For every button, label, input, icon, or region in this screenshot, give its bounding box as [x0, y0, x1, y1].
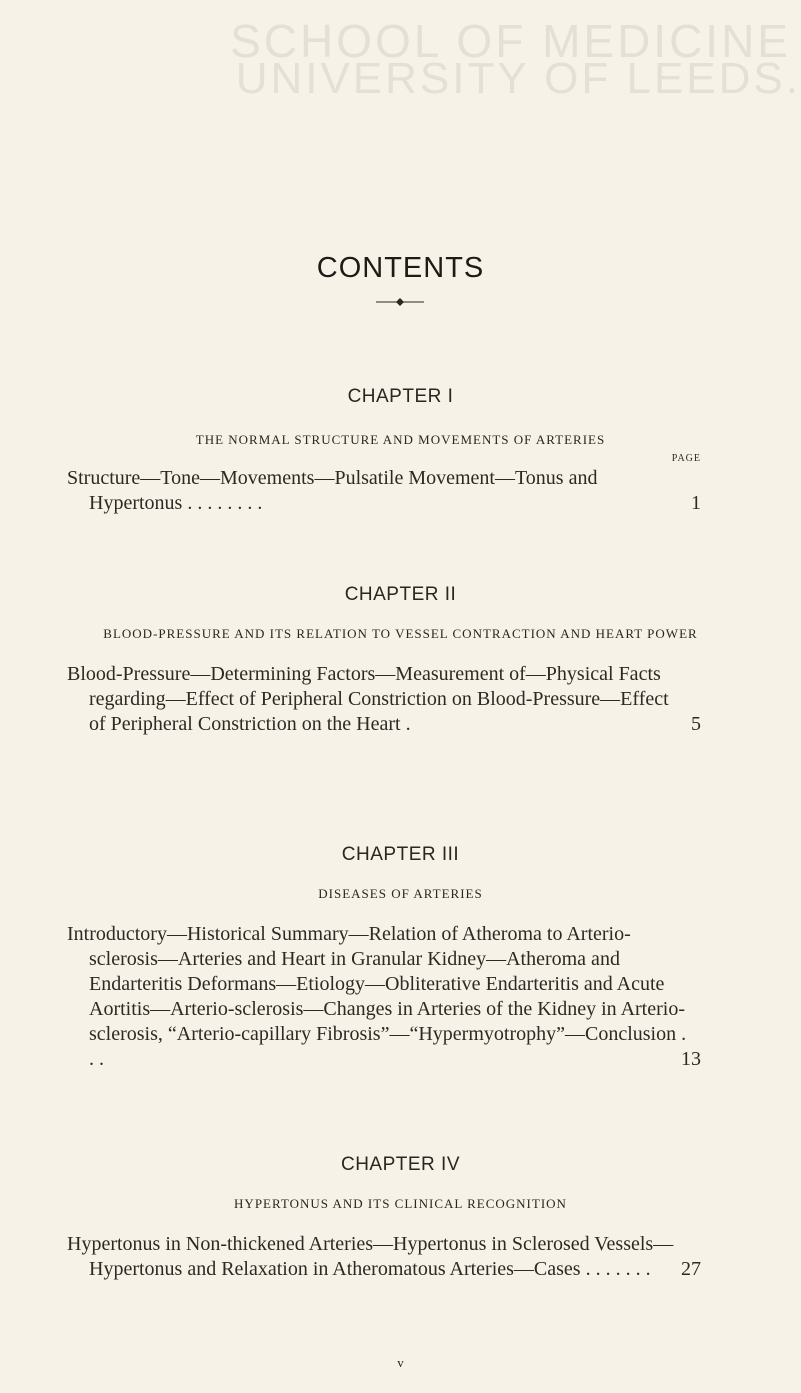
page-folio: v [397, 1355, 404, 1370]
chapter-3 [0, 844, 801, 1072]
chapter-entry-text: Blood-Pressure—Determining Factors—Measurement of—Physical Facts regarding—Effect of Peripheral Constriction on Blood-Pressure—Effect of Peripheral Constriction on the Heart . [67, 663, 669, 735]
chapter-entry-text: Introductory—Historical Summary—Relation of Atheroma to Arterio-sclerosis—Arteries and Heart in Granular Kidney—Atheroma and Endarteritis Deformans—Etiology—Obliterative Endarteritis and Acute Aortitis—Arterio-sclerosis—Changes in Arteries of the Kidney in Arterio-sclerosis, “Arterio-capillary Fibrosis”—“Hypermyotrophy”—Conclusion . . . [67, 923, 687, 1070]
chapter-entry-text: Hypertonus in Non-thickened Arteries—Hypertonus in Sclerosed Vessels—Hypertonus and Relaxation in Atheromatous Arteries—Cases . . . . . . . [67, 1233, 674, 1280]
chapter-entry [67, 922, 701, 1072]
chapter-heading: BLOOD-PRESSURE AND ITS RELATION TO VESSEL CONTRACTION AND HEART POWER [103, 626, 698, 641]
chapter-label: CHAPTER I [347, 386, 454, 407]
chapter-entry [67, 662, 701, 737]
chapter-page-number: 27 [681, 1258, 701, 1280]
chapter-2 [0, 584, 801, 737]
chapter-page-number: 13 [681, 1048, 701, 1070]
library-stamp-line-1: SCHOOL OF MEDICINE [230, 15, 791, 67]
chapter-page-number: 1 [691, 492, 701, 514]
chapter-heading: THE NORMAL STRUCTURE AND MOVEMENTS OF ARTERIES [195, 432, 606, 447]
chapter-entry-text: Structure—Tone—Movements—Pulsatile Movement—Tonus and Hypertonus . . . . . . . . [67, 467, 598, 514]
chapter-label: CHAPTER III [341, 844, 460, 865]
chapter-4 [0, 1154, 801, 1282]
chapter-heading: HYPERTONUS AND ITS CLINICAL RECOGNITION [234, 1196, 567, 1211]
page-column-header: PAGE [671, 453, 701, 464]
page-title: CONTENTS [316, 252, 485, 284]
library-stamp-line-2: UNIVERSITY OF LEEDS. [235, 54, 801, 103]
chapter-entry [67, 453, 701, 516]
chapter-heading: DISEASES OF ARTERIES [318, 886, 483, 901]
chapter-page-number: 5 [691, 713, 701, 735]
divider-ornament [372, 296, 428, 308]
chapter-1 [0, 386, 801, 516]
chapter-entry [67, 1232, 701, 1282]
chapter-label: CHAPTER IV [340, 1154, 461, 1175]
chapter-label: CHAPTER II [344, 584, 457, 605]
